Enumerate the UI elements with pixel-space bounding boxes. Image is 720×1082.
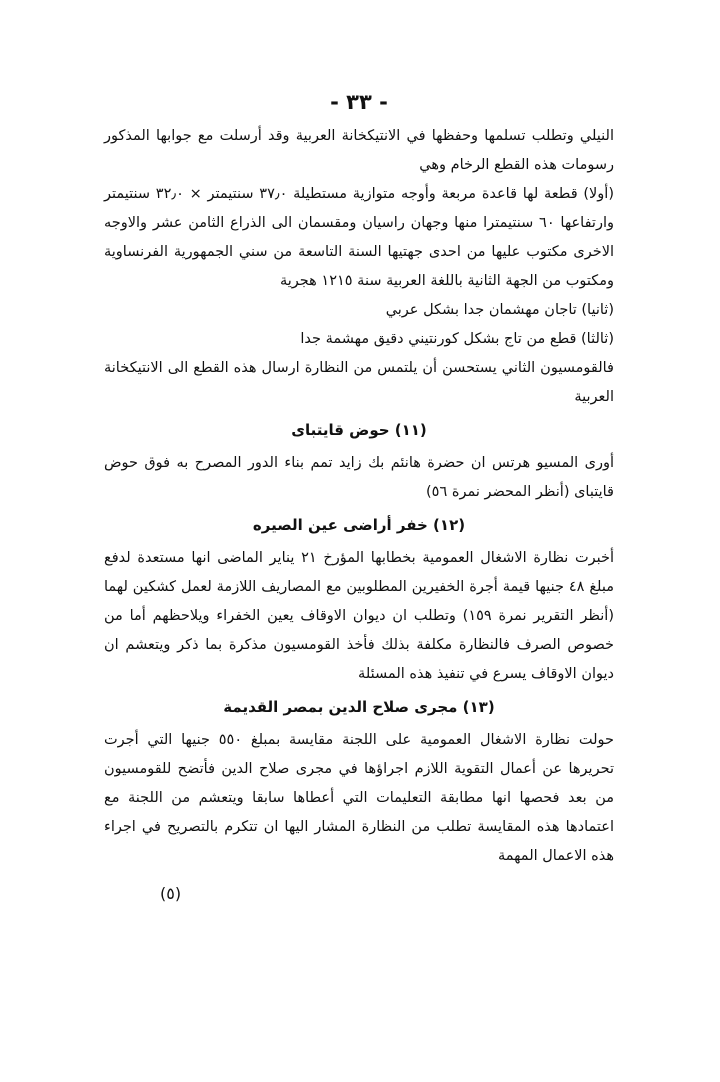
footer-signature: (٥) <box>160 884 182 903</box>
section-12-text: أخبرت نظارة الاشغال العمومية بخطابها المؤرخ ٢١ يناير الماضى انها مستعدة لدفع مبلغ ٤٨ جنيها قيمة أجرة الخفيرين المطلوبين مع المصاريف اللازمة لعمل كشكين لهما (أنظر التقرير نمرة ١٥٩) وتطلب ان ديوان الاوقاف يعين الخفراء ويلاحظهم أما من خصوص الصرف فالنظارة مكلفة بذلك فأخذ القومسيون مذكرة بما ذكر ويتعشم ان ديوان الاوقاف يسرع في تنفيذ هذه المسئلة <box>104 550 614 682</box>
paragraph-item-third: (ثالثا) قطع من تاج بشكل كورنتيني دقيق مهشمة جدا <box>300 331 614 347</box>
paragraph-intro: النيلي وتطلب تسلمها وحفظها في الانتيكخانة العربية وقد أرسلت مع جوابها المذكور رسومات هذه القطع الرخام وهي <box>104 128 614 173</box>
document-body <box>104 122 614 909</box>
paragraph-item-first: (أولا) قطعة لها قاعدة مربعة وأوجه متوازية مستطيلة ٣٧٫٠ سنتيمتر × ٣٢٫٠ سنتيمتر وارتفاعها ٦٠ سنتيمترا منها وجهان راسيان ومقسمان الى الذراع الثامن عشر والاوجه الاخرى مكتوب عليها من احدى جهتيها السنة التاسعة من سني الجمهورية الفرنساوية ومكتوب من الجهة الثانية باللغة العربية سنة ١٢١٥ هجرية <box>104 186 614 289</box>
section-13-text: حولت نظارة الاشغال العمومية على اللجنة مقايسة بمبلغ ٥٥٠ جنيها التي أجرت تحريرها عن أعمال التقوية اللازم اجراؤها في مجرى صلاح الدين فأتضح للقومسيون من بعد فحصها انها مطابقة التعليمات التي أعطاها سابقا ويتعشم من اللجنة مع اعتمادها هذه المقايسة تطلب من النظارة المشار اليها ان تتكرم بالتصريح في اجراء هذه الاعمال المهمة <box>104 732 614 864</box>
section-11-heading: (١١) حوض قايتباى <box>291 421 427 439</box>
section-13-heading: (١٣) مجرى صلاح الدين بمصر القديمة <box>223 698 495 716</box>
section-11-text: أورى المسيو هرتس ان حضرة هانئم بك زايد تمم بناء الدور المصرح به فوق حوض قايتباى (أنظر المحضر نمرة ٥٦) <box>104 455 614 500</box>
paragraph-commission-note: فالقومسيون الثاني يستحسن أن يلتمس من النظارة ارسال هذه القطع الى الانتيكخانة العربية <box>104 360 614 405</box>
paragraph-item-second: (ثانيا) تاجان مهشمان جدا بشكل عربي <box>385 302 614 318</box>
document-page <box>104 84 614 964</box>
page-number: - ٣٣ - <box>330 90 388 114</box>
section-12-heading: (١٢) خفر أراضى عين الصيره <box>252 516 466 534</box>
